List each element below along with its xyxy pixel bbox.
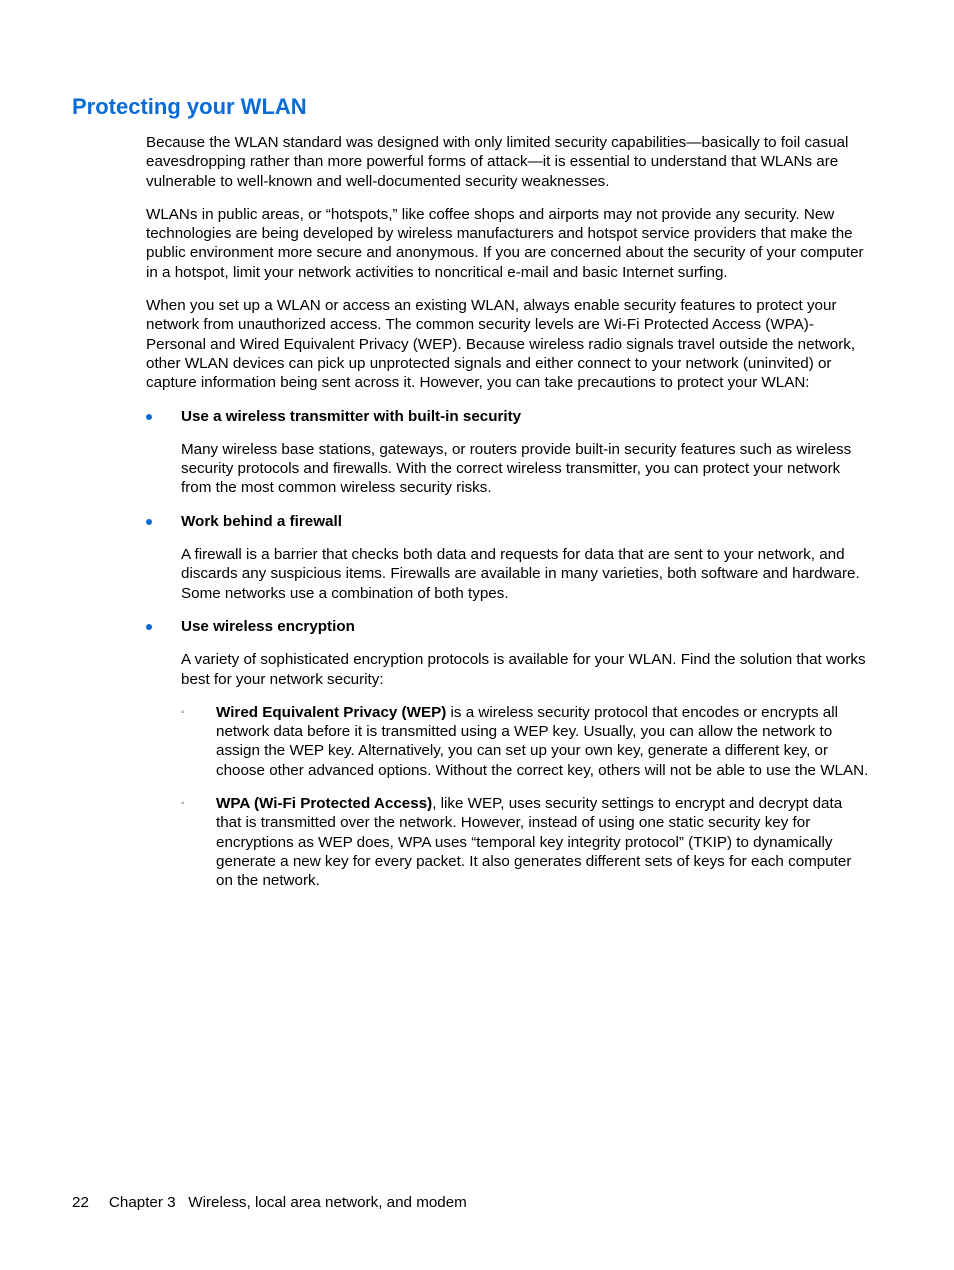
sub-item-wpa [181,794,870,890]
footer-chapter: Chapter 3 [108,1194,176,1211]
bullet-body-text: A firewall is a barrier that checks both data and requests for data that are sent to your network, and discards any suspicious items. Firewalls are available in many varieties, both software and hardware. Some networks use a combination of both types. [181,546,860,602]
bullet-body [146,650,870,890]
page-number: 22 [72,1194,89,1211]
page-footer [72,1193,467,1212]
hollow-bullet-icon: ◦ [181,706,185,718]
bullet-heading-text: Use wireless encryption [181,617,355,635]
bullet-item-transmitter [146,407,870,498]
footer-chapter-title: Wireless, local area network, and modem [188,1194,467,1211]
intro-paragraph-2: WLANs in public areas, or “hotspots,” like coffee shops and airports may not provide any security. New technologies are being developed by wireless manufacturers and hotspot service providers that make the public environment more secure and anonymous. If you are concerned about the security of your computer in a hotspot, limit your network activities to noncritical e-mail and basic Internet surfing. [146,205,864,281]
bullet-body [146,440,870,498]
sub-item-wep [181,703,870,780]
sub-item-term: Wired Equivalent Privacy (WEP) [216,703,447,721]
bullet-body-text: Many wireless base stations, gateways, or routers provide built-in security features such as wireless security protocols and firewalls. With the correct wireless transmitter, you can protect your network from the most common wireless security risks. [181,440,852,497]
bullet-item-encryption [146,617,870,891]
sub-item-text: is a wireless security protocol that encodes or encrypts all network data before it is transmitted using a WEP key. Usually, you can allow the network to assign the WEP key. Alternatively, you can set up your own key, generate a different key, or choose other advanced options. Without the correct key, others will not be able to use the WLAN. [216,703,869,779]
bullet-dot-icon [146,519,152,525]
bullet-heading [146,617,870,636]
page-title: Protecting your WLAN [72,94,307,119]
main-content [146,133,870,905]
sub-item-term: WPA (Wi-Fi Protected Access) [216,795,433,813]
bullet-dot-icon [146,414,152,420]
bullet-heading-text: Work behind a firewall [181,512,342,530]
intro-paragraph-3: When you set up a WLAN or access an existing WLAN, always enable security features to protect your network from unauthorized access. The common security levels are Wi-Fi Protected Access (WPA)-Personal and Wired Equivalent Privacy (WEP). Because wireless radio signals travel outside the network, other WLAN devices can pick up unprotected signals and either connect to your network (uninvited) or capture information being sent across it. However, you can take precautions to protect your WLAN: [146,297,856,392]
bullet-heading [146,512,870,531]
bullet-heading [146,407,870,426]
bullet-body [146,545,870,603]
bullet-body-text: A variety of sophisticated encryption protocols is available for your WLAN. Find the solution that works best for your network security: [181,651,866,688]
hollow-bullet-icon: ◦ [181,798,185,810]
bullet-heading-text: Use a wireless transmitter with built-in security [181,407,522,425]
bullet-dot-icon [146,624,152,630]
intro-paragraph-1: Because the WLAN standard was designed with only limited security capabilities—basically to foil casual eavesdropping rather than more powerful forms of attack—it is essential to understand that WLANs are vulnerable to well-known and well-documented security weaknesses. [146,134,849,190]
bullet-item-firewall [146,512,870,603]
sub-item-text: , like WEP, uses security settings to encrypt and decrypt data that is transmitted over the network. However, instead of using one static security key for encryptions as WEP does, WPA uses “temporal key integrity protocol” (TKIP) to dynamically generate a new key for every packet. It also generates different sets of keys for each computer on the network. [216,795,852,890]
